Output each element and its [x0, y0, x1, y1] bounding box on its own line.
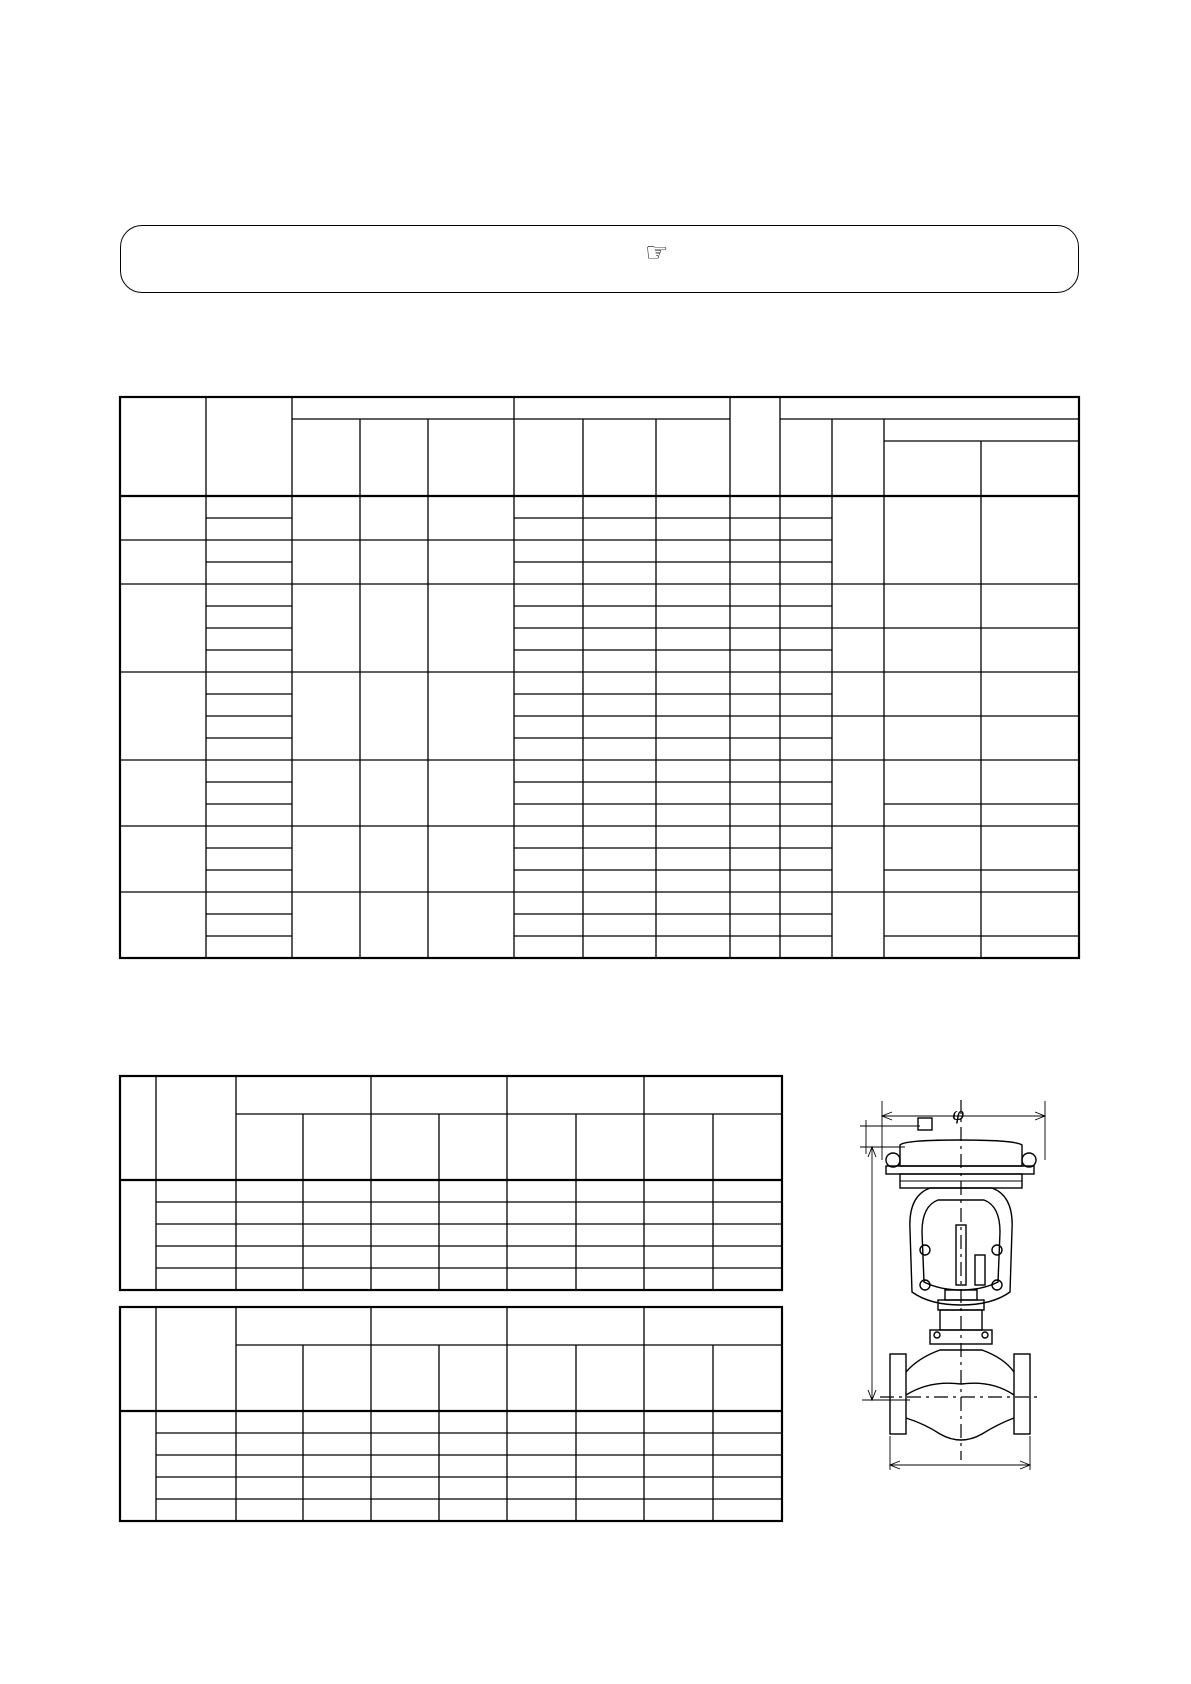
pointing-hand-icon: ☞ — [645, 238, 669, 268]
diameter-label: φ — [952, 1105, 964, 1125]
